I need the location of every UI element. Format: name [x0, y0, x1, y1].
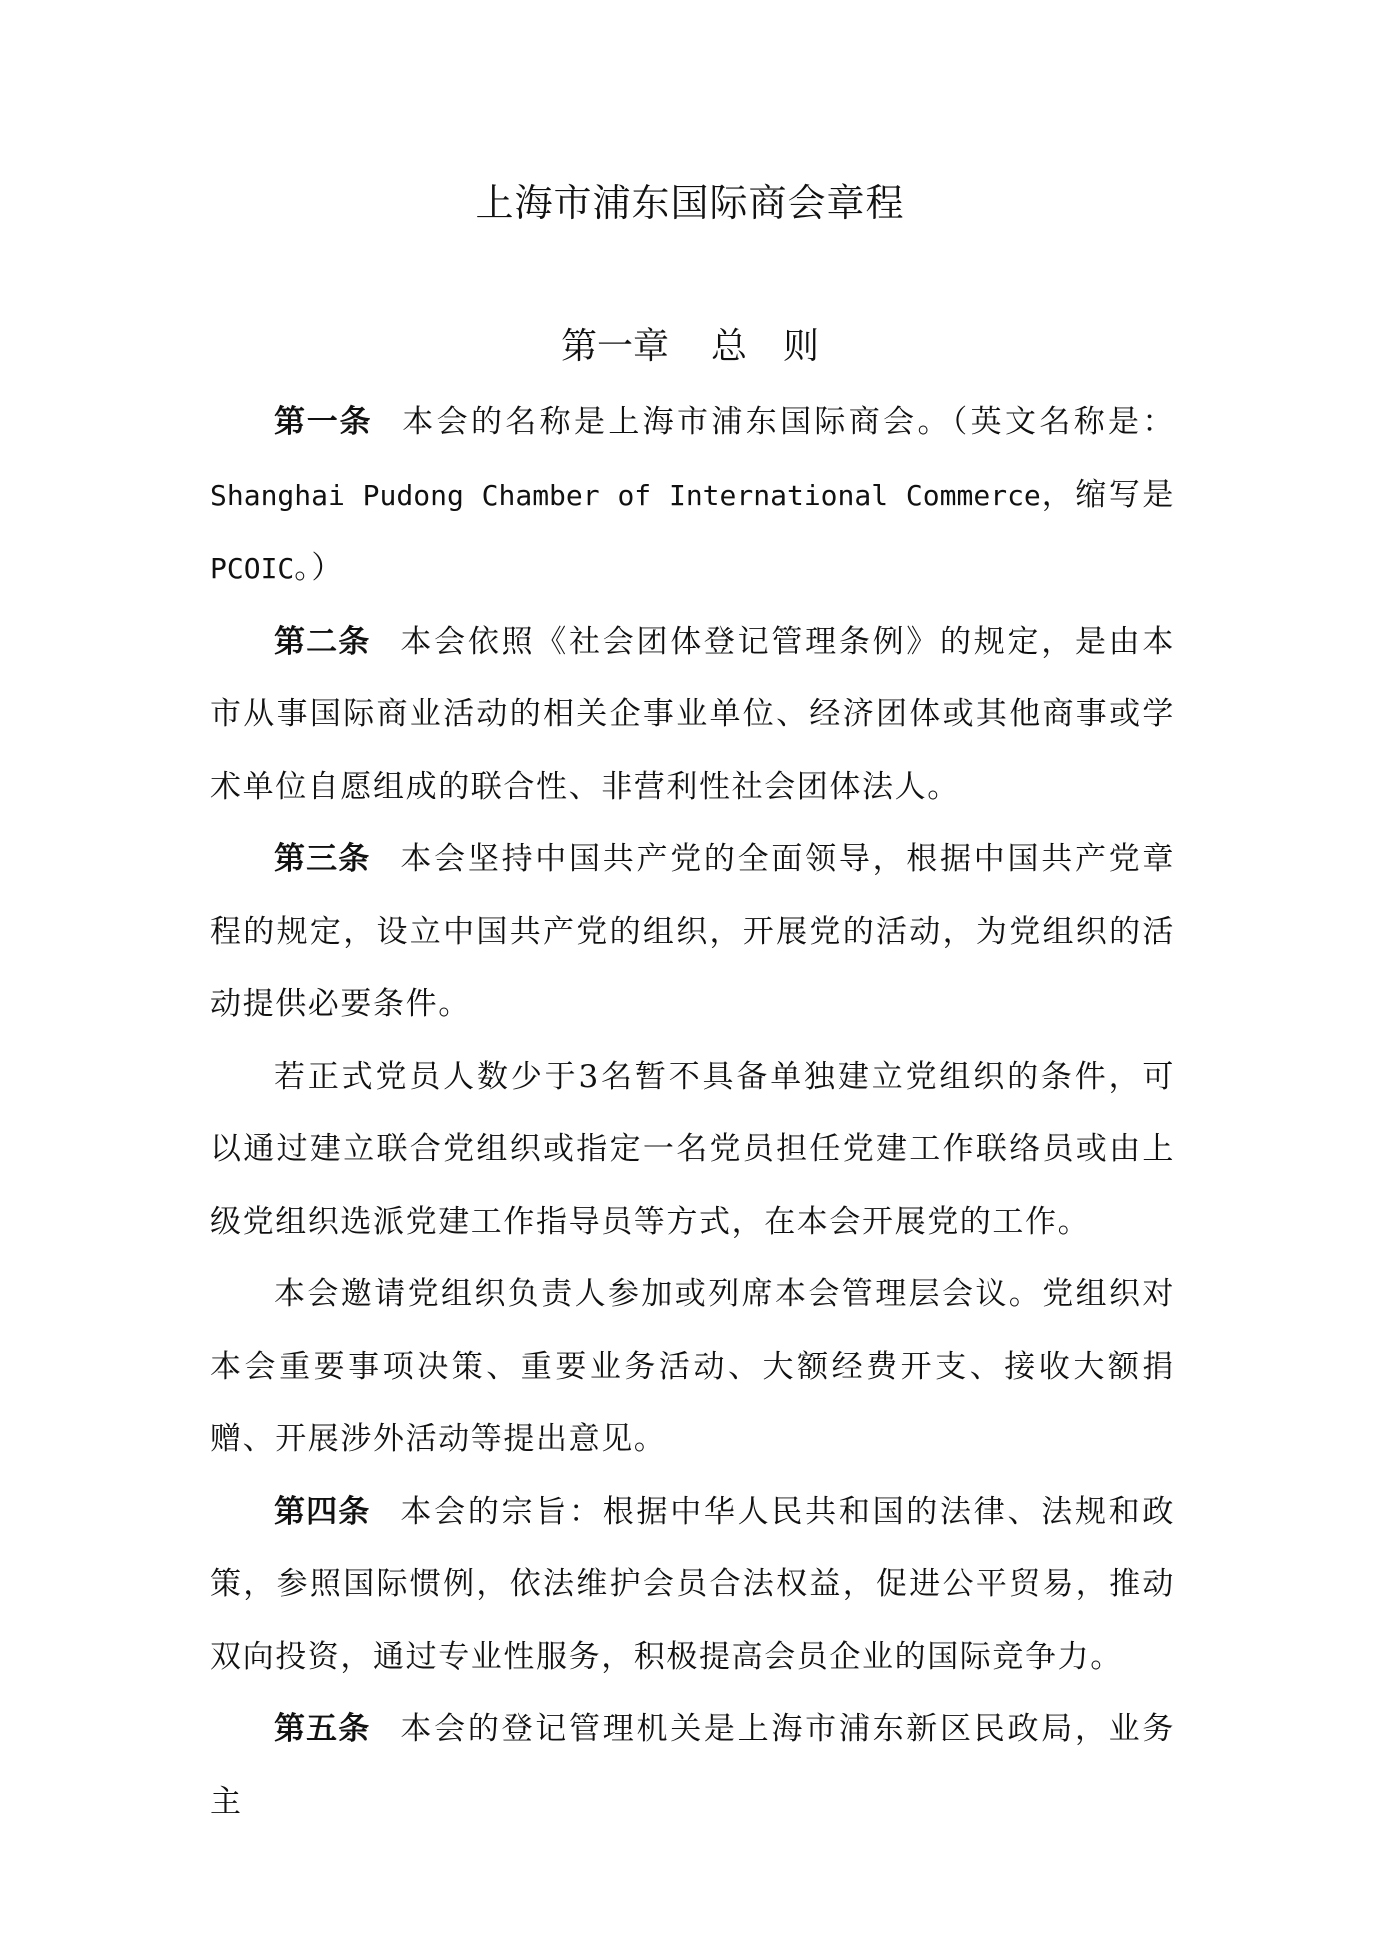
chapter-heading	[0, 322, 1380, 372]
article-text: 本会坚持中国共产党的全面领导，根据中国共产党章程的规定，设立中国共产党的组织，开展党的活动，为党组织的活动提供必要条件。	[210, 841, 1175, 1022]
document-title: 上海市浦东国际商会章程	[475, 181, 905, 225]
chapter-label: 第一章	[560, 326, 669, 367]
article-label: 第三条	[274, 841, 371, 877]
article-1	[210, 386, 1175, 606]
article-text: ，缩写是	[1040, 476, 1175, 513]
article-text: 本会依照《社会团体登记管理条例》的规定，是由本市从事国际商业活动的相关企事业单位、经济团体或其他商事或学术单位自愿组成的联合性、非营利性社会团体法人。	[210, 623, 1175, 805]
article-label: 第五条	[274, 1711, 371, 1747]
article-text: 本会的名称是上海市浦东国际商会。（英文名称是：	[402, 404, 1175, 440]
article-text-latin: Shanghai Pudong Chamber of International Commerce	[210, 478, 1041, 512]
article-text: 。）	[294, 550, 344, 586]
article-4	[210, 1476, 1175, 1694]
chapter-name: 总 则	[711, 326, 820, 367]
article-text: 本会的宗旨：根据中华人民共和国的法律、法规和政策，参照国际惯例，依法维护会员合法权益，促进公平贸易，推动双向投资，通过专业性服务，积极提高会员企业的国际竞争力。	[210, 1493, 1175, 1675]
article-3	[210, 823, 1175, 1041]
article-2	[210, 606, 1175, 824]
article-label: 第四条	[274, 1493, 371, 1530]
article-text-latin: PCOIC	[210, 552, 295, 585]
article-label: 第一条	[274, 404, 373, 440]
article-label: 第二条	[274, 623, 371, 660]
article-3-paragraph-2: 若正式党员人数少于3名暂不具备单独建立党组织的条件，可以通过建立联合党组织或指定一名党员担任党建工作联络员或由上级党组织选派党建工作指导员等方式，在本会开展党的工作。	[210, 1058, 1175, 1240]
document-body	[210, 386, 1175, 1838]
article-text: 本会的登记管理机关是上海市浦东新区民政局，业务主	[210, 1711, 1175, 1820]
article-5	[210, 1693, 1175, 1838]
article-3-paragraph-3: 本会邀请党组织负责人参加或列席本会管理层会议。党组织对本会重要事项决策、重要业务活动、大额经费开支、接收大额捐赠、开展涉外活动等提出意见。	[210, 1276, 1175, 1457]
